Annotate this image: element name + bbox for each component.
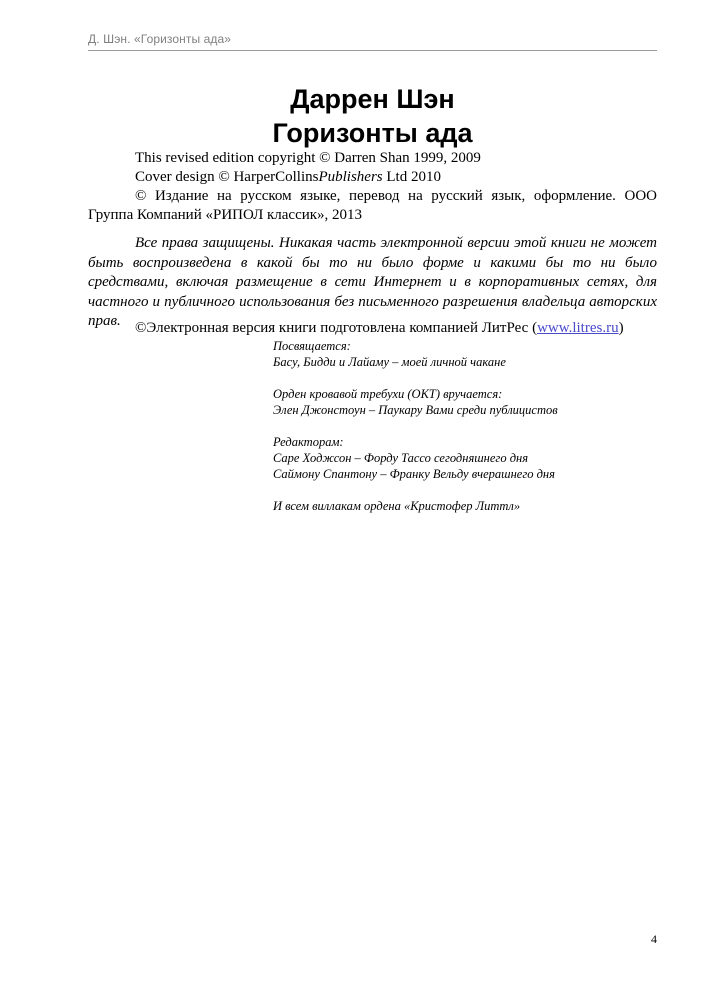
running-header: Д. Шэн. «Горизонты ада» bbox=[88, 32, 232, 46]
litres-credit bbox=[135, 319, 624, 338]
dedication-line: Орден кровавой требухи (ОКТ) вручается: bbox=[273, 387, 503, 401]
dedication-group bbox=[273, 338, 653, 370]
copyright-block bbox=[88, 149, 657, 225]
dedication-line: И всем виллакам ордена «Кристофер Литтл» bbox=[273, 499, 521, 513]
page-number: 4 bbox=[651, 932, 657, 946]
dedication-line: Посвящается: bbox=[273, 339, 351, 353]
book-title: Горизонты ада bbox=[272, 118, 473, 148]
copyright-cover-suffix: Ltd 2010 bbox=[382, 169, 441, 185]
copyright-cover-italic: Publishers bbox=[318, 169, 383, 185]
dedication-line: Редакторам: bbox=[273, 435, 344, 449]
dedication-group bbox=[273, 498, 653, 514]
dedication-block bbox=[273, 338, 653, 530]
litres-suffix: ) bbox=[618, 320, 624, 336]
dedication-line: Басу, Бидди и Лайаму – моей личной чакане bbox=[273, 355, 506, 369]
dedication-line: Саре Ходжсон – Форду Тассо сегодняшнего дня bbox=[273, 451, 529, 465]
dedication-group bbox=[273, 386, 653, 418]
litres-prefix: ©Электронная версия книги подготовлена компанией ЛитРес ( bbox=[135, 320, 538, 336]
dedication-line: Элен Джонстоун – Паукару Вами среди публицистов bbox=[273, 403, 558, 417]
header-divider bbox=[88, 50, 657, 51]
author-name: Даррен Шэн bbox=[290, 84, 455, 114]
rights-text: Все права защищены. Никакая часть электронной версии этой книги не может быть воспроизведена в какой бы то ни было форме и какими бы то ни было средствами, включая размещение в сети Интернет и в корпоративных сетях, для частного и публичного использования без письменного разрешения владельца авторских прав. bbox=[88, 235, 657, 329]
dedication-group bbox=[273, 434, 653, 482]
copyright-edition: This revised edition copyright © Darren Shan 1999, 2009 bbox=[135, 150, 481, 166]
copyright-cover-prefix: Cover design © HarperCollins bbox=[135, 169, 319, 185]
litres-link[interactable]: www.litres.ru bbox=[537, 320, 619, 336]
copyright-russian-edition: © Издание на русском языке, перевод на русский язык, оформление. ООО Группа Компаний «РИПОЛ классик», 2013 bbox=[88, 188, 657, 223]
dedication-line: Саймону Спантону – Франку Вельду вчерашнего дня bbox=[273, 467, 555, 481]
rights-notice bbox=[88, 234, 657, 332]
copyright-cover bbox=[88, 168, 657, 187]
